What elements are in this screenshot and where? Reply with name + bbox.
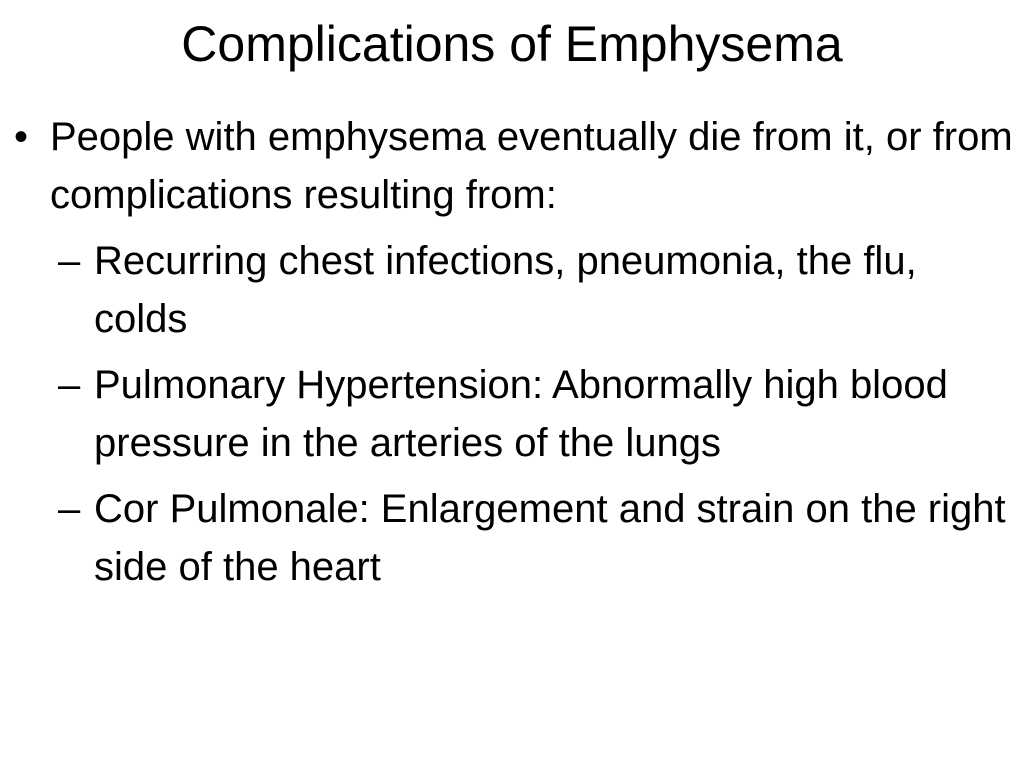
bullet-list <box>14 108 1014 596</box>
dash-marker: – <box>58 363 81 407</box>
dash-marker: – <box>58 487 81 531</box>
sub-bullet-list <box>50 232 1014 596</box>
sub-bullet-text: Cor Pulmonale: Enlargement and strain on the right side of the heart <box>94 487 1006 589</box>
sub-bullet-item <box>50 356 1014 472</box>
slide-title: Complications of Emphysema <box>181 16 843 72</box>
sub-bullet-item <box>50 480 1014 596</box>
sub-bullet-text: Recurring chest infections, pneumonia, the flu, colds <box>94 239 917 341</box>
bullet-item <box>14 108 1014 596</box>
sub-bullet-item <box>50 232 1014 348</box>
sub-bullet-text: Pulmonary Hypertension: Abnormally high blood pressure in the arteries of the lungs <box>94 363 948 465</box>
bullet-text: People with emphysema eventually die from it, or from complications resulting from: <box>50 115 1013 217</box>
bullet-marker: • <box>14 115 29 159</box>
dash-marker: – <box>58 239 81 283</box>
